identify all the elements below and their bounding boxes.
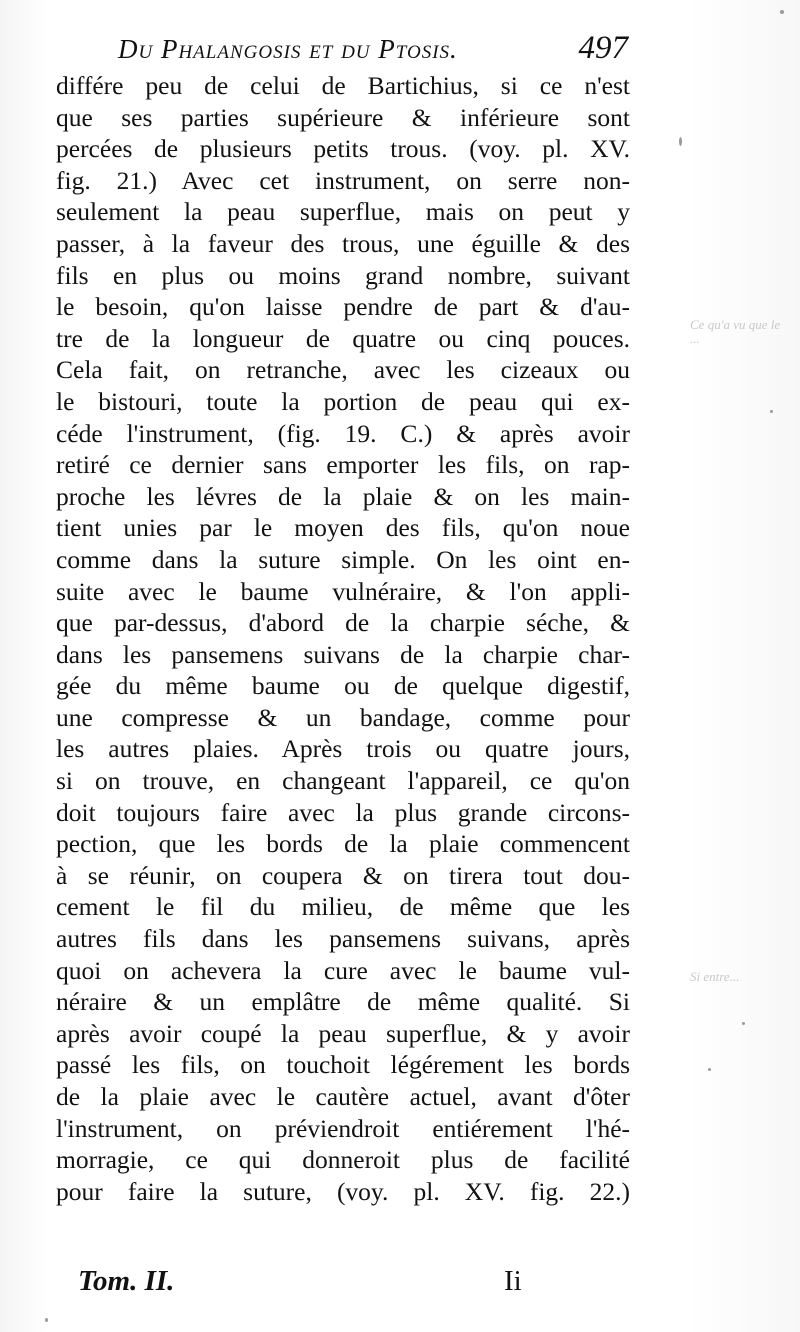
text-line: tre de la longueur de quatre ou cinq pouces.: [56, 323, 630, 353]
page-number: 497: [578, 30, 628, 66]
text-line: les autres plaies. Après trois ou quatre jours,: [56, 734, 630, 764]
paper-speck: [45, 1318, 48, 1322]
text-line: de la plaie avec le cautère actuel, avant d'ôter: [56, 1082, 630, 1111]
text-line: autres fils dans les pansemens suivans, après: [56, 924, 630, 954]
text-line: néraire & un emplâtre de même qualité. Si: [56, 987, 630, 1017]
text-line: le besoin, qu'on laisse pendre de part & d'au-: [56, 292, 630, 322]
text-line: suite avec le baume vulnéraire, & l'on appli-: [56, 576, 630, 606]
text-line: quoi on achevera la cure avec le baume vul-: [56, 955, 630, 985]
text-line: passé les fils, on touchoit légérement les bords: [56, 1050, 630, 1080]
text-line: à se réunir, on coupera & on tirera tout dou-: [56, 860, 630, 890]
text-line: que ses parties supérieure & inférieure sont: [56, 102, 630, 132]
paper-speck: [742, 1022, 745, 1025]
volume-mark: Tom. II.: [78, 1265, 175, 1297]
text-line: fig. 21.) Avec cet instrument, on serre non-: [56, 165, 630, 195]
text-line: si on trouve, en changeant l'appareil, ce qu'on: [56, 766, 630, 796]
text-line: pection, que les bords de la plaie commencent: [56, 829, 630, 859]
text-line: gée du même baume ou de quelque digestif,: [56, 671, 630, 701]
text-line: que par-dessus, d'abord de la charpie séche, &: [56, 608, 630, 638]
running-head: Du Phalangosis et du Ptosis.: [118, 34, 458, 64]
text-line: doit toujours faire avec la plus grande circons-: [56, 797, 630, 827]
text-line: différe peu de celui de Bartichius, si ce n'est: [56, 71, 630, 100]
text-line: morragie, ce qui donneroit plus de facilité: [56, 1145, 630, 1175]
show-through-text: Ce qu'a vu que le ...: [690, 317, 781, 346]
paper-speck: [770, 410, 773, 413]
text-line: Cela fait, on retranche, avec les cizeaux ou: [56, 355, 630, 385]
text-line: proche les lévres de la plaie & on les main-: [56, 481, 630, 511]
text-line: tient unies par le moyen des fils, qu'on noue: [56, 513, 630, 543]
paper-speck: [708, 1068, 711, 1071]
text-line: céde l'instrument, (fig. 19. C.) & après avoir: [56, 418, 630, 448]
paper-speck: [679, 137, 682, 146]
show-through-text: Si entre...: [690, 969, 740, 984]
text-line: seulement la peau superflue, mais on peut y: [56, 197, 630, 227]
text-line: le bistouri, toute la portion de peau qui ex-: [56, 386, 630, 416]
text-line: après avoir coupé la peau superflue, & y avoir: [56, 1018, 630, 1048]
text-line: comme dans la suture simple. On les oint en-: [56, 544, 630, 574]
body-text: [56, 70, 630, 1207]
text-line: pour faire la suture, (voy. pl. XV. fig. 22.): [56, 1176, 630, 1206]
text-line: fils en plus ou moins grand nombre, suivant: [56, 260, 630, 290]
page-footer: [70, 1265, 570, 1305]
text-line: passer, à la faveur des trous, une éguille & des: [56, 228, 630, 258]
text-line: percées de plusieurs petits trous. (voy. pl. XV.: [56, 134, 630, 164]
text-line: l'instrument, on préviendroit entiérement l'hé-: [56, 1113, 630, 1143]
paper-speck: [780, 10, 784, 14]
text-line: cement le fil du milieu, de même que les: [56, 892, 630, 922]
text-line: retiré ce dernier sans emporter les fils, on rap-: [56, 450, 630, 480]
text-line: dans les pansemens suivans de la charpie char-: [56, 639, 630, 669]
text-line: une compresse & un bandage, comme pour: [56, 702, 630, 732]
gathering-signature: Ii: [504, 1265, 522, 1297]
